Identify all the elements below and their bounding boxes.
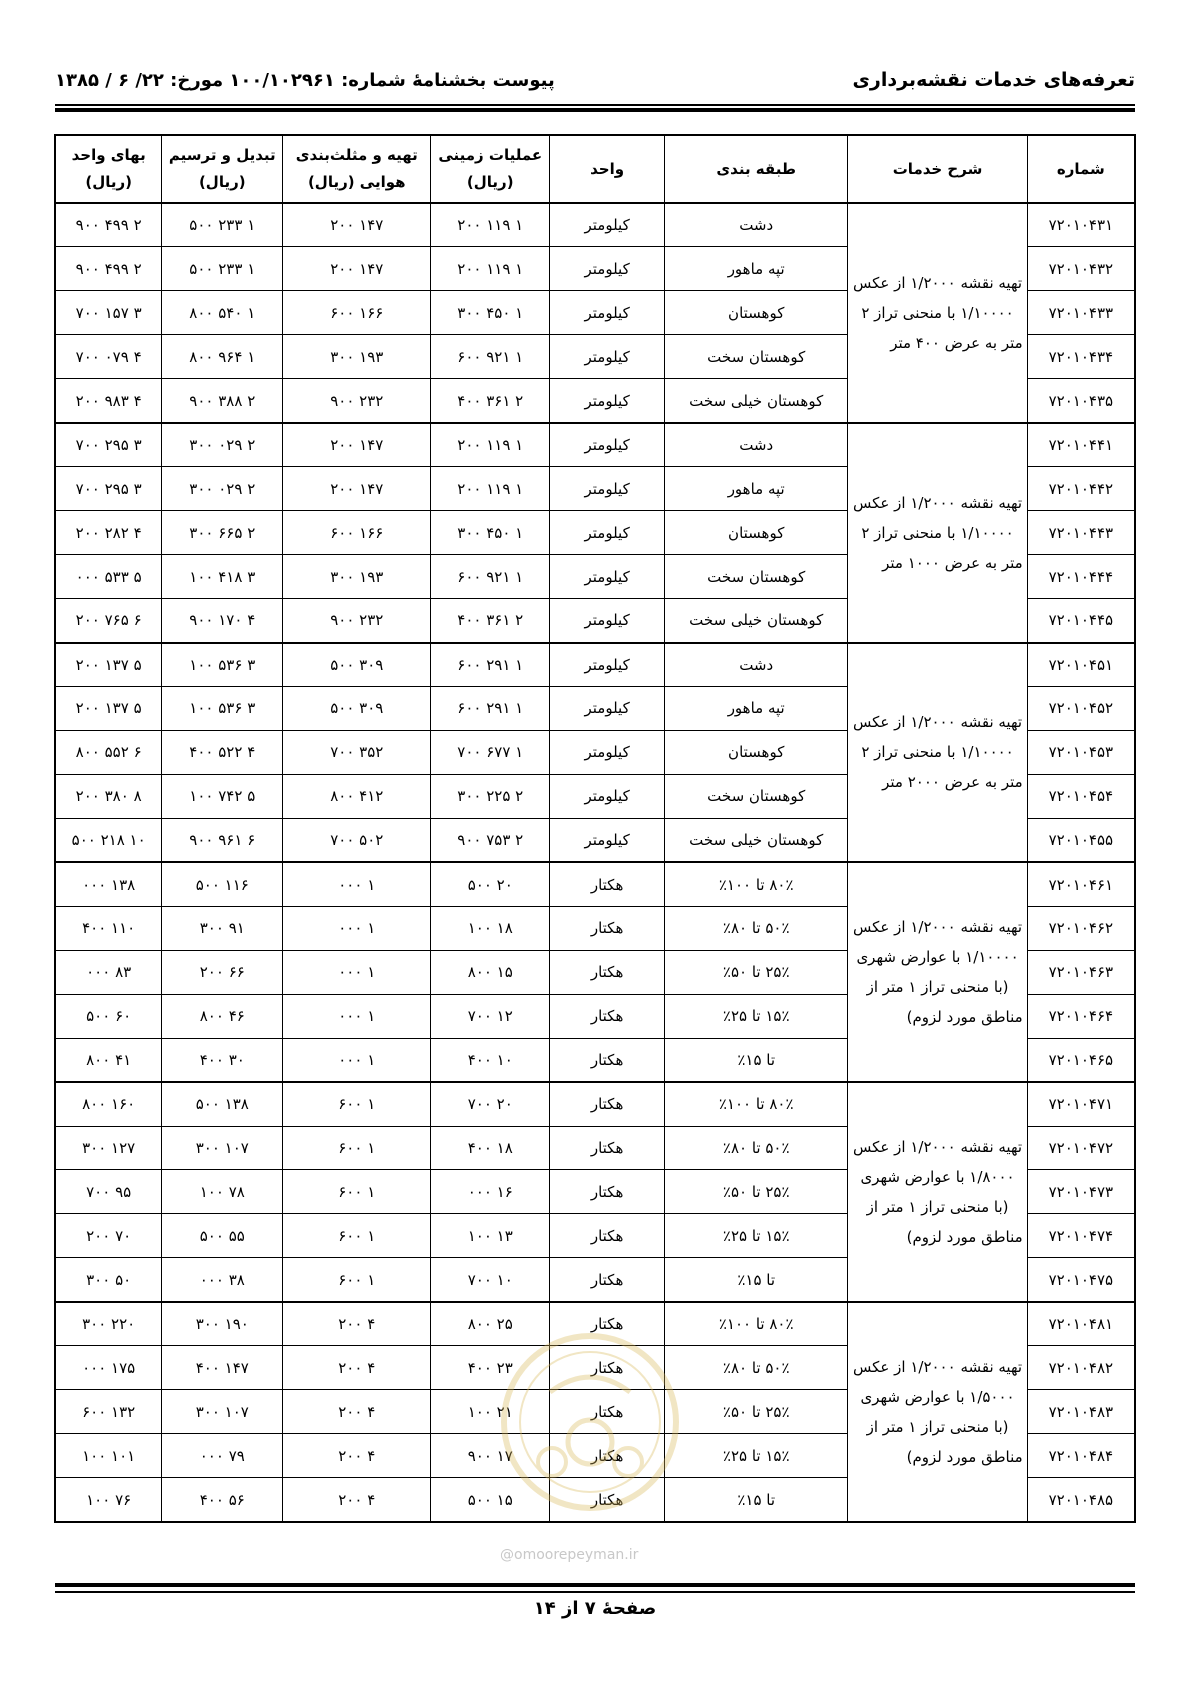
unit-price-cell: ۲ ۴۹۹ ۹۰۰ (55, 203, 162, 247)
code-cell: ۷۲۰۱۰۴۴۲ (1027, 467, 1135, 511)
class-cell: تا ۱۵٪ (665, 1258, 848, 1302)
unit-cell: هکتار (550, 1082, 665, 1126)
unit-cell: هکتار (550, 1258, 665, 1302)
code-cell: ۷۲۰۱۰۴۷۵ (1027, 1258, 1135, 1302)
code-cell: ۷۲۰۱۰۴۴۳ (1027, 511, 1135, 555)
drafting-cost-cell: ۱۹۰ ۳۰۰ (162, 1302, 283, 1346)
class-cell: تپه ماهور (665, 686, 848, 730)
aerial-cost-cell: ۵۰۲ ۷۰۰ (283, 818, 431, 862)
class-cell: کوهستان سخت (665, 335, 848, 379)
aerial-cost-cell: ۲۳۲ ۹۰۰ (283, 599, 431, 643)
class-cell: ۲۵٪ تا ۵۰٪ (665, 1170, 848, 1214)
description-cell: تهیه نقشه ۱/۲۰۰۰ از عکس ۱/۱۰۰۰۰ با منحنی تراز ۲ متر به عرض ۱۰۰۰ متر (848, 423, 1027, 643)
table-row (55, 862, 1135, 906)
ground-cost-cell: ۱ ۲۹۱ ۶۰۰ (431, 643, 550, 687)
unit-price-cell: ۲۲۰ ۳۰۰ (55, 1302, 162, 1346)
ground-cost-cell: ۲۱ ۱۰۰ (431, 1390, 550, 1434)
document-title: تعرفه‌های خدمات نقشه‌برداری (852, 69, 1135, 91)
aerial-cost-cell: ۱ ۰۰۰ (283, 994, 431, 1038)
class-cell: تا ۱۵٪ (665, 1038, 848, 1082)
class-cell: کوهستان (665, 730, 848, 774)
class-cell: ۸۰٪ تا ۱۰۰٪ (665, 1082, 848, 1126)
unit-cell: هکتار (550, 1302, 665, 1346)
class-cell: کوهستان خیلی سخت (665, 379, 848, 423)
code-cell: ۷۲۰۱۰۴۷۲ (1027, 1126, 1135, 1170)
unit-cell: هکتار (550, 1434, 665, 1478)
class-cell: تپه ماهور (665, 467, 848, 511)
aerial-cost-cell: ۴ ۲۰۰ (283, 1346, 431, 1390)
drafting-cost-cell: ۱ ۲۳۳ ۵۰۰ (162, 247, 283, 291)
col-header-price: بهای واحد (ریال) (55, 135, 162, 203)
drafting-cost-cell: ۳ ۴۱۸ ۱۰۰ (162, 555, 283, 599)
aerial-cost-cell: ۱ ۰۰۰ (283, 1038, 431, 1082)
header-rule-thin (55, 104, 1135, 106)
aerial-cost-cell: ۴ ۲۰۰ (283, 1434, 431, 1478)
ground-cost-cell: ۱۰ ۷۰۰ (431, 1258, 550, 1302)
drafting-cost-cell: ۱۰۷ ۳۰۰ (162, 1126, 283, 1170)
unit-price-cell: ۸۳ ۰۰۰ (55, 950, 162, 994)
ground-cost-cell: ۱ ۴۵۰ ۳۰۰ (431, 511, 550, 555)
watermark-url: @omoorepeyman.ir (500, 1547, 639, 1563)
col-header-class: طبقه بندی (665, 135, 848, 203)
ground-cost-cell: ۲ ۳۶۱ ۴۰۰ (431, 599, 550, 643)
ground-cost-cell: ۱۵ ۵۰۰ (431, 1478, 550, 1522)
unit-cell: هکتار (550, 906, 665, 950)
code-cell: ۷۲۰۱۰۴۳۱ (1027, 203, 1135, 247)
ground-cost-cell: ۲ ۳۶۱ ۴۰۰ (431, 379, 550, 423)
code-cell: ۷۲۰۱۰۴۶۳ (1027, 950, 1135, 994)
header-rule-thick (55, 108, 1135, 112)
col-header-description: شرح خدمات (848, 135, 1027, 203)
aerial-cost-cell: ۱ ۶۰۰ (283, 1126, 431, 1170)
aerial-cost-cell: ۱۴۷ ۲۰۰ (283, 203, 431, 247)
aerial-cost-cell: ۱ ۶۰۰ (283, 1170, 431, 1214)
col-header-unit: واحد (550, 135, 665, 203)
ground-cost-cell: ۱۸ ۱۰۰ (431, 906, 550, 950)
code-cell: ۷۲۰۱۰۴۳۳ (1027, 291, 1135, 335)
ground-cost-cell: ۲۰ ۷۰۰ (431, 1082, 550, 1126)
aerial-cost-cell: ۱۴۷ ۲۰۰ (283, 247, 431, 291)
aerial-cost-cell: ۱۴۷ ۲۰۰ (283, 467, 431, 511)
unit-price-cell: ۱۳۸ ۰۰۰ (55, 862, 162, 906)
unit-price-cell: ۲ ۴۹۹ ۹۰۰ (55, 247, 162, 291)
ground-cost-cell: ۱ ۴۵۰ ۳۰۰ (431, 291, 550, 335)
code-cell: ۷۲۰۱۰۴۷۴ (1027, 1214, 1135, 1258)
unit-price-cell: ۸ ۳۸۰ ۲۰۰ (55, 774, 162, 818)
ground-cost-cell: ۲ ۷۵۳ ۹۰۰ (431, 818, 550, 862)
unit-cell: کیلومتر (550, 730, 665, 774)
drafting-cost-cell: ۵۵ ۵۰۰ (162, 1214, 283, 1258)
drafting-cost-cell: ۴ ۵۲۲ ۴۰۰ (162, 730, 283, 774)
ground-cost-cell: ۱ ۹۲۱ ۶۰۰ (431, 555, 550, 599)
drafting-cost-cell: ۲ ۶۶۵ ۳۰۰ (162, 511, 283, 555)
unit-cell: هکتار (550, 994, 665, 1038)
code-cell: ۷۲۰۱۰۴۴۴ (1027, 555, 1135, 599)
drafting-cost-cell: ۱۳۸ ۵۰۰ (162, 1082, 283, 1126)
code-cell: ۷۲۰۱۰۴۴۱ (1027, 423, 1135, 467)
class-cell: ۱۵٪ تا ۲۵٪ (665, 1214, 848, 1258)
code-cell: ۷۲۰۱۰۴۶۲ (1027, 906, 1135, 950)
code-cell: ۷۲۰۱۰۴۶۵ (1027, 1038, 1135, 1082)
footer-rule-thick (55, 1583, 1135, 1587)
aerial-cost-cell: ۳۵۲ ۷۰۰ (283, 730, 431, 774)
table-row (55, 423, 1135, 467)
class-cell: دشت (665, 643, 848, 687)
unit-price-cell: ۱۲۷ ۳۰۰ (55, 1126, 162, 1170)
unit-price-cell: ۶ ۷۶۵ ۲۰۰ (55, 599, 162, 643)
col-header-aerial: تهیه و مثلث‌بندی هوایی (ریال) (283, 135, 431, 203)
class-cell: ۸۰٪ تا ۱۰۰٪ (665, 862, 848, 906)
aerial-cost-cell: ۱ ۶۰۰ (283, 1258, 431, 1302)
class-cell: کوهستان خیلی سخت (665, 818, 848, 862)
drafting-cost-cell: ۱۱۶ ۵۰۰ (162, 862, 283, 906)
description-cell: تهیه نقشه ۱/۲۰۰۰ از عکس ۱/۱۰۰۰۰ با منحنی تراز ۲ متر به عرض ۲۰۰۰ متر (848, 643, 1027, 863)
unit-price-cell: ۱۶۰ ۸۰۰ (55, 1082, 162, 1126)
ground-cost-cell: ۱۶ ۰۰۰ (431, 1170, 550, 1214)
ground-cost-cell: ۱ ۶۷۷ ۷۰۰ (431, 730, 550, 774)
drafting-cost-cell: ۳ ۵۳۶ ۱۰۰ (162, 643, 283, 687)
ground-cost-cell: ۱ ۱۱۹ ۲۰۰ (431, 247, 550, 291)
drafting-cost-cell: ۴۶ ۸۰۰ (162, 994, 283, 1038)
unit-cell: هکتار (550, 950, 665, 994)
ground-cost-cell: ۱ ۱۱۹ ۲۰۰ (431, 203, 550, 247)
ground-cost-cell: ۲۰ ۵۰۰ (431, 862, 550, 906)
unit-price-cell: ۶۰ ۵۰۰ (55, 994, 162, 1038)
code-cell: ۷۲۰۱۰۴۸۳ (1027, 1390, 1135, 1434)
drafting-cost-cell: ۳ ۵۳۶ ۱۰۰ (162, 686, 283, 730)
aerial-cost-cell: ۱ ۰۰۰ (283, 950, 431, 994)
unit-cell: کیلومتر (550, 818, 665, 862)
unit-cell: کیلومتر (550, 774, 665, 818)
class-cell: تپه ماهور (665, 247, 848, 291)
unit-cell: کیلومتر (550, 291, 665, 335)
unit-cell: کیلومتر (550, 643, 665, 687)
class-cell: ۱۵٪ تا ۲۵٪ (665, 1434, 848, 1478)
class-cell: ۵۰٪ تا ۸۰٪ (665, 1346, 848, 1390)
col-header-drafting: تبدیل و ترسیم (ریال) (162, 135, 283, 203)
ground-cost-cell: ۱۷ ۹۰۰ (431, 1434, 550, 1478)
code-cell: ۷۲۰۱۰۴۵۵ (1027, 818, 1135, 862)
aerial-cost-cell: ۱ ۰۰۰ (283, 906, 431, 950)
unit-cell: کیلومتر (550, 335, 665, 379)
unit-cell: کیلومتر (550, 686, 665, 730)
unit-price-cell: ۷۶ ۱۰۰ (55, 1478, 162, 1522)
drafting-cost-cell: ۲ ۰۲۹ ۳۰۰ (162, 423, 283, 467)
page-number: صفحهٔ ۷ از ۱۴ (533, 1598, 657, 1619)
aerial-cost-cell: ۲۳۲ ۹۰۰ (283, 379, 431, 423)
unit-cell: هکتار (550, 1170, 665, 1214)
class-cell: دشت (665, 423, 848, 467)
class-cell: ۲۵٪ تا ۵۰٪ (665, 1390, 848, 1434)
aerial-cost-cell: ۱ ۶۰۰ (283, 1214, 431, 1258)
aerial-cost-cell: ۱۹۳ ۳۰۰ (283, 555, 431, 599)
unit-price-cell: ۳ ۲۹۵ ۷۰۰ (55, 423, 162, 467)
unit-cell: هکتار (550, 1478, 665, 1522)
col-header-code: شماره (1027, 135, 1135, 203)
aerial-cost-cell: ۴ ۲۰۰ (283, 1478, 431, 1522)
unit-price-cell: ۱۱۰ ۴۰۰ (55, 906, 162, 950)
class-cell: ۲۵٪ تا ۵۰٪ (665, 950, 848, 994)
class-cell: کوهستان سخت (665, 555, 848, 599)
ground-cost-cell: ۱۸ ۴۰۰ (431, 1126, 550, 1170)
footer-rule-thin (55, 1591, 1135, 1593)
code-cell: ۷۲۰۱۰۴۵۴ (1027, 774, 1135, 818)
unit-cell: کیلومتر (550, 203, 665, 247)
drafting-cost-cell: ۹۱ ۳۰۰ (162, 906, 283, 950)
ground-cost-cell: ۱۲ ۷۰۰ (431, 994, 550, 1038)
table-row (55, 1082, 1135, 1126)
class-cell: کوهستان خیلی سخت (665, 599, 848, 643)
unit-price-cell: ۵ ۱۳۷ ۲۰۰ (55, 686, 162, 730)
code-cell: ۷۲۰۱۰۴۳۲ (1027, 247, 1135, 291)
ground-cost-cell: ۱ ۲۹۱ ۶۰۰ (431, 686, 550, 730)
unit-price-cell: ۱۰۱ ۱۰۰ (55, 1434, 162, 1478)
drafting-cost-cell: ۲ ۰۲۹ ۳۰۰ (162, 467, 283, 511)
unit-cell: کیلومتر (550, 555, 665, 599)
aerial-cost-cell: ۳۰۹ ۵۰۰ (283, 643, 431, 687)
page-header (55, 60, 1135, 100)
table-row (55, 203, 1135, 247)
class-cell: دشت (665, 203, 848, 247)
unit-price-cell: ۱۷۵ ۰۰۰ (55, 1346, 162, 1390)
code-cell: ۷۲۰۱۰۴۴۵ (1027, 599, 1135, 643)
aerial-cost-cell: ۴ ۲۰۰ (283, 1302, 431, 1346)
ground-cost-cell: ۱۳ ۱۰۰ (431, 1214, 550, 1258)
circular-reference: پیوست بخشنامهٔ شماره: ۱۰۰/۱۰۲۹۶۱ مورخ: ۲۲/ ۶ / ۱۳۸۵ (55, 69, 555, 91)
code-cell: ۷۲۰۱۰۴۶۱ (1027, 862, 1135, 906)
unit-price-cell: ۶ ۵۵۲ ۸۰۰ (55, 730, 162, 774)
aerial-cost-cell: ۱ ۰۰۰ (283, 862, 431, 906)
drafting-cost-cell: ۵۶ ۴۰۰ (162, 1478, 283, 1522)
unit-cell: کیلومتر (550, 467, 665, 511)
code-cell: ۷۲۰۱۰۴۵۲ (1027, 686, 1135, 730)
table-row (55, 643, 1135, 687)
aerial-cost-cell: ۱۶۶ ۶۰۰ (283, 511, 431, 555)
code-cell: ۷۲۰۱۰۴۸۱ (1027, 1302, 1135, 1346)
unit-price-cell: ۴ ۲۸۲ ۲۰۰ (55, 511, 162, 555)
description-cell: تهیه نقشه ۱/۲۰۰۰ از عکس ۱/۵۰۰۰ با عوارض شهری (با منحنی تراز ۱ متر از مناطق مورد لزوم) (848, 1302, 1027, 1522)
ground-cost-cell: ۱ ۱۱۹ ۲۰۰ (431, 467, 550, 511)
drafting-cost-cell: ۳۸ ۰۰۰ (162, 1258, 283, 1302)
description-cell: تهیه نقشه ۱/۲۰۰۰ از عکس ۱/۸۰۰۰ با عوارض شهری (با منحنی تراز ۱ متر از مناطق مورد لزوم) (848, 1082, 1027, 1302)
aerial-cost-cell: ۴۱۲ ۸۰۰ (283, 774, 431, 818)
unit-cell: هکتار (550, 1126, 665, 1170)
code-cell: ۷۲۰۱۰۴۵۳ (1027, 730, 1135, 774)
drafting-cost-cell: ۱۰۷ ۳۰۰ (162, 1390, 283, 1434)
code-cell: ۷۲۰۱۰۴۳۴ (1027, 335, 1135, 379)
unit-price-cell: ۱۳۲ ۶۰۰ (55, 1390, 162, 1434)
unit-cell: هکتار (550, 1346, 665, 1390)
drafting-cost-cell: ۷۸ ۱۰۰ (162, 1170, 283, 1214)
unit-cell: هکتار (550, 862, 665, 906)
col-header-ground: عملیات زمینی (ریال) (431, 135, 550, 203)
class-cell: ۱۵٪ تا ۲۵٪ (665, 994, 848, 1038)
unit-cell: کیلومتر (550, 379, 665, 423)
class-cell: ۵۰٪ تا ۸۰٪ (665, 906, 848, 950)
tariff-table (54, 134, 1136, 1523)
unit-price-cell: ۴۱ ۸۰۰ (55, 1038, 162, 1082)
description-cell: تهیه نقشه ۱/۲۰۰۰ از عکس ۱/۱۰۰۰۰ با عوارض شهری (با منحنی تراز ۱ متر از مناطق مورد لزوم) (848, 862, 1027, 1082)
unit-cell: کیلومتر (550, 423, 665, 467)
aerial-cost-cell: ۱۴۷ ۲۰۰ (283, 423, 431, 467)
code-cell: ۷۲۰۱۰۴۶۴ (1027, 994, 1135, 1038)
unit-price-cell: ۴ ۰۷۹ ۷۰۰ (55, 335, 162, 379)
unit-price-cell: ۱۰ ۲۱۸ ۵۰۰ (55, 818, 162, 862)
class-cell: کوهستان (665, 511, 848, 555)
ground-cost-cell: ۱ ۱۱۹ ۲۰۰ (431, 423, 550, 467)
ground-cost-cell: ۲۳ ۴۰۰ (431, 1346, 550, 1390)
code-cell: ۷۲۰۱۰۴۸۴ (1027, 1434, 1135, 1478)
drafting-cost-cell: ۷۹ ۰۰۰ (162, 1434, 283, 1478)
drafting-cost-cell: ۴ ۱۷۰ ۹۰۰ (162, 599, 283, 643)
class-cell: ۸۰٪ تا ۱۰۰٪ (665, 1302, 848, 1346)
table-header-row (55, 135, 1135, 203)
code-cell: ۷۲۰۱۰۴۵۱ (1027, 643, 1135, 687)
unit-price-cell: ۳ ۲۹۵ ۷۰۰ (55, 467, 162, 511)
aerial-cost-cell: ۱۹۳ ۳۰۰ (283, 335, 431, 379)
unit-price-cell: ۴ ۹۸۳ ۲۰۰ (55, 379, 162, 423)
drafting-cost-cell: ۲ ۳۸۸ ۹۰۰ (162, 379, 283, 423)
description-cell: تهیه نقشه ۱/۲۰۰۰ از عکس ۱/۱۰۰۰۰ با منحنی تراز ۲ متر به عرض ۴۰۰ متر (848, 203, 1027, 423)
unit-cell: هکتار (550, 1038, 665, 1082)
code-cell: ۷۲۰۱۰۴۷۳ (1027, 1170, 1135, 1214)
ground-cost-cell: ۲۵ ۸۰۰ (431, 1302, 550, 1346)
drafting-cost-cell: ۱ ۵۴۰ ۸۰۰ (162, 291, 283, 335)
seal-watermark-icon (490, 1322, 690, 1522)
drafting-cost-cell: ۶ ۹۶۱ ۹۰۰ (162, 818, 283, 862)
class-cell: ۵۰٪ تا ۸۰٪ (665, 1126, 848, 1170)
aerial-cost-cell: ۱۶۶ ۶۰۰ (283, 291, 431, 335)
code-cell: ۷۲۰۱۰۴۸۲ (1027, 1346, 1135, 1390)
unit-cell: کیلومتر (550, 247, 665, 291)
unit-cell: هکتار (550, 1214, 665, 1258)
drafting-cost-cell: ۱ ۲۳۳ ۵۰۰ (162, 203, 283, 247)
aerial-cost-cell: ۴ ۲۰۰ (283, 1390, 431, 1434)
unit-price-cell: ۳ ۱۵۷ ۷۰۰ (55, 291, 162, 335)
drafting-cost-cell: ۳۰ ۴۰۰ (162, 1038, 283, 1082)
ground-cost-cell: ۱۰ ۴۰۰ (431, 1038, 550, 1082)
drafting-cost-cell: ۱ ۹۶۴ ۸۰۰ (162, 335, 283, 379)
ground-cost-cell: ۱ ۹۲۱ ۶۰۰ (431, 335, 550, 379)
unit-price-cell: ۵ ۵۳۳ ۰۰۰ (55, 555, 162, 599)
drafting-cost-cell: ۱۴۷ ۴۰۰ (162, 1346, 283, 1390)
unit-price-cell: ۵۰ ۳۰۰ (55, 1258, 162, 1302)
ground-cost-cell: ۱۵ ۸۰۰ (431, 950, 550, 994)
unit-cell: کیلومتر (550, 511, 665, 555)
class-cell: کوهستان (665, 291, 848, 335)
aerial-cost-cell: ۱ ۶۰۰ (283, 1082, 431, 1126)
drafting-cost-cell: ۵ ۷۴۲ ۱۰۰ (162, 774, 283, 818)
aerial-cost-cell: ۳۰۹ ۵۰۰ (283, 686, 431, 730)
drafting-cost-cell: ۶۶ ۲۰۰ (162, 950, 283, 994)
class-cell: تا ۱۵٪ (665, 1478, 848, 1522)
unit-price-cell: ۵ ۱۳۷ ۲۰۰ (55, 643, 162, 687)
code-cell: ۷۲۰۱۰۴۳۵ (1027, 379, 1135, 423)
code-cell: ۷۲۰۱۰۴۸۵ (1027, 1478, 1135, 1522)
unit-price-cell: ۷۰ ۲۰۰ (55, 1214, 162, 1258)
class-cell: کوهستان سخت (665, 774, 848, 818)
unit-price-cell: ۹۵ ۷۰۰ (55, 1170, 162, 1214)
code-cell: ۷۲۰۱۰۴۷۱ (1027, 1082, 1135, 1126)
unit-cell: هکتار (550, 1390, 665, 1434)
unit-cell: کیلومتر (550, 599, 665, 643)
ground-cost-cell: ۲ ۲۲۵ ۳۰۰ (431, 774, 550, 818)
